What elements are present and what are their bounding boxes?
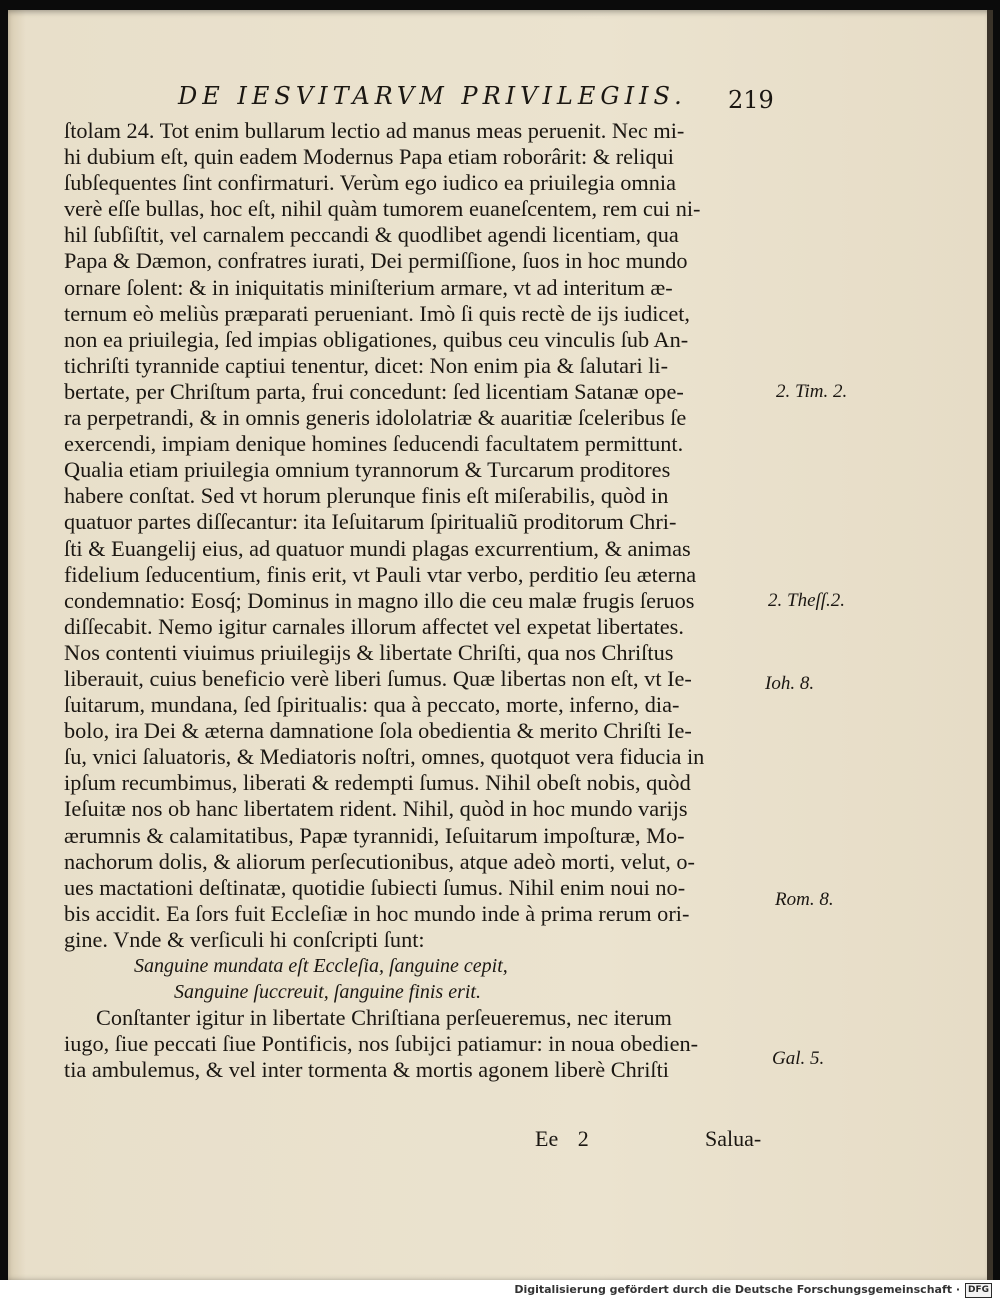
- text-line: ſu, vnici ſaluatoris, & Mediatoris noſtri, omnes, quotquot vera fiducia in: [64, 744, 705, 770]
- margin-reference: Gal. 5.: [772, 1048, 825, 1069]
- margin-reference: Rom. 8.: [775, 889, 834, 910]
- text-line: non ea priuilegia, ſed impias obligationes, quibus ceu vinculis ſub An-: [64, 326, 689, 352]
- text-line: ſti & Euangelij eius, ad quatuor mundi plagas excurrentium, & animas: [64, 535, 691, 561]
- verse-line: Sanguine ſuccreuit, ſanguine finis erit.: [174, 981, 481, 1004]
- text-line: ues mactationi deſtinatæ, quotidie ſubiecti ſumus. Nihil enim noui no-: [64, 874, 686, 900]
- text-line: gine. Vnde & verſiculi hi conſcripti ſunt:: [64, 926, 425, 952]
- text-line: tia ambulemus, & vel inter tormenta & mortis agonem liberè Chriſti: [64, 1057, 669, 1083]
- margin-reference: Ioh. 8.: [765, 673, 815, 694]
- text-line: Ieſuitæ nos ob hanc libertatem rident. Nihil, quòd in hoc mundo varijs: [64, 796, 688, 822]
- text-line: ſubſequentes ſint confirmaturi. Verùm ego iudico ea priuilegia omnia: [64, 170, 676, 196]
- signature-mark: Ee 2: [535, 1126, 589, 1151]
- text-line: bis accidit. Ea ſors fuit Eccleſiæ in hoc mundo inde à prima rerum ori-: [64, 900, 690, 926]
- text-line: fidelium ſeducentium, finis erit, vt Pauli vtar verbo, perditio ſeu æterna: [64, 561, 697, 587]
- catchword: Salua-: [705, 1126, 762, 1151]
- text-line: Conſtanter igitur in libertate Chriſtiana perſeueremus, nec iterum: [96, 1005, 672, 1031]
- body-text: [64, 118, 774, 1083]
- page-number: 219: [728, 86, 774, 114]
- text-line: ornare ſolent: & in iniquitatis miniſterium armare, vt ad interitum æ-: [64, 274, 673, 300]
- text-line: Qualia etiam priuilegia omnium tyrannorum & Turcarum proditores: [64, 457, 671, 483]
- text-line: ſtolam 24. Tot enim bullarum lectio ad manus meas peruenit. Nec mi-: [64, 118, 685, 143]
- text-line: verè eſſe bullas, hoc eſt, nihil quàm tumorem euaneſcentem, rem cui ni-: [64, 196, 701, 222]
- text-line: Nos contenti viuimus priuilegijs & libertate Chriſti, qua nos Chriſtus: [64, 639, 674, 665]
- text-line: ærumnis & calamitatibus, Papæ tyrannidi, Ieſuitarum impoſturæ, Mo-: [64, 822, 685, 848]
- text-line: quatuor partes diſſecantur: ita Ieſuitarum ſpiritualiũ proditorum Chri-: [64, 509, 677, 535]
- page-edge: [987, 10, 993, 1280]
- text-line: Papa & Dæmon, confratres iurati, Dei permiſſione, ſuos in hoc mundo: [64, 248, 688, 274]
- text-line: ipſum recumbimus, liberati & redempti ſumus. Nihil obeſt nobis, quòd: [64, 770, 691, 796]
- text-line: nachorum dolis, & aliorum perſecutionibus, atque adeò morti, velut, o-: [64, 848, 695, 874]
- text-line: bolo, ira Dei & æterna damnatione ſola obedientia & merito Chriſti Ie-: [64, 718, 692, 744]
- funding-credit: Digitalisierung gefördert durch die Deutsche Forschungsgemeinschaft ·: [514, 1283, 960, 1296]
- margin-reference: 2. Tim. 2.: [776, 381, 848, 402]
- footer-bar: [0, 1280, 1000, 1300]
- running-title: DE IESVITARVM PRIVILEGIIS.: [178, 82, 687, 110]
- text-line: tichriſti tyrannide captiui tenentur, dicet: Non enim pia & ſalutari li-: [64, 352, 669, 378]
- text-line: iugo, ſiue peccati ſiue Pontificis, nos ſubijci patiamur: in noua obedien-: [64, 1031, 699, 1057]
- text-line: ſuitarum, mundana, ſed ſpiritualis: qua à peccato, morte, inferno, dia-: [64, 692, 680, 718]
- text-line: habere conſtat. Sed vt horum plerunque finis eſt miſerabilis, quòd in: [64, 483, 669, 509]
- text-line: bertate, per Chriſtum parta, frui concedunt: ſed licentiam Satanæ ope-: [64, 378, 684, 404]
- text-line: liberauit, cuius beneficio verè liberi ſumus. Quæ libertas non eſt, vt Ie-: [64, 665, 692, 691]
- margin-reference: 2. Theſſ.2.: [768, 590, 846, 611]
- verse-line: Sanguine mundata eſt Eccleſia, ſanguine cepit,: [134, 955, 508, 977]
- text-line: condemnatio: Eosq́; Dominus in magno illo die ceu malæ frugis ſeruos: [64, 587, 695, 613]
- text-line: ra perpetrandi, & in omnis generis idololatriæ & auaritiæ ſceleribus ſe: [64, 405, 687, 431]
- text-line: hil ſubſiſtit, vel carnalem peccandi & quodlibet agendi licentiam, qua: [64, 222, 679, 248]
- text-line: exercendi, impiam denique homines ſeducendi facultatem permittunt.: [64, 431, 684, 457]
- dfg-logo: DFG: [965, 1283, 992, 1298]
- text-line: ternum eò meliùs præparati perueniant. Imò ſi quis rectè de ijs iudicet,: [64, 300, 690, 326]
- text-line: diſſecabit. Nemo igitur carnales illorum affectet vel expetat libertates.: [64, 613, 684, 639]
- text-line: hi dubium eſt, quin eadem Modernus Papa etiam roborârit: & reliqui: [64, 144, 674, 170]
